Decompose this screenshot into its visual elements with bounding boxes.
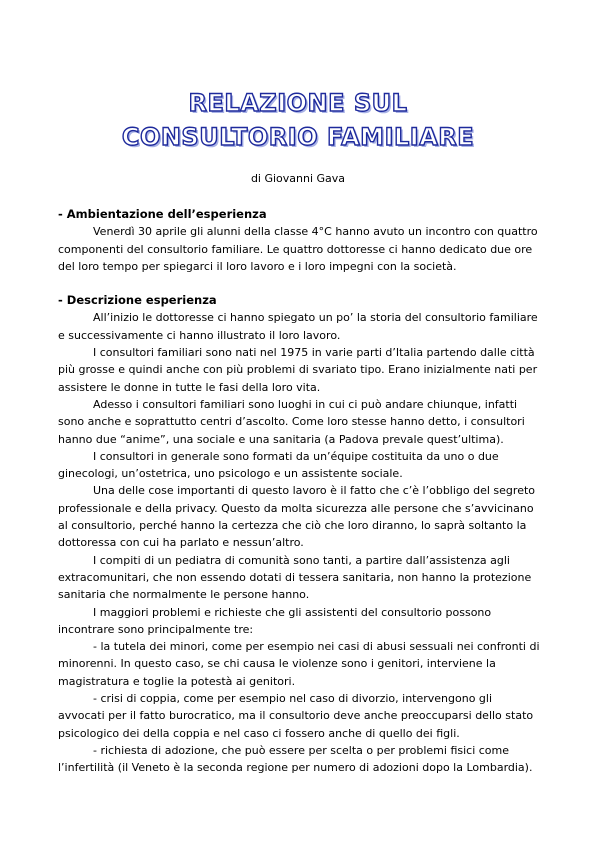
paragraph: Venerdì 30 aprile gli alunni della classe 4°C hanno avuto un incontro con quattro componenti del consultorio familiare. Le quattro dottoresse ci hanno dedicato due ore del loro tempo per spiegarci il loro lavoro e i loro impegni con la società. [58, 225, 538, 273]
paragraph: I compiti di un pediatra di comunità sono tanti, a partire dall’assistenza agli extracomunitari, che non essendo dotati di tessera sanitaria, non hanno la protezione sanitaria che normalmente le persone hanno. [58, 553, 532, 602]
list-item-tutela-minori: - la tutela dei minori, come per esempio nei casi di abusi sessuali nei confronti di minorenni. In questo caso, se chi causa le violenze sono i genitori, interviene la magistratura e toglie la potestà ai genitori. [58, 640, 540, 688]
list-item-adozione: - richiesta di adozione, che può essere per scelta o per problemi fisici come l’infertilità (il Veneto è la seconda regione per numero di adozioni dopo la Lombardia). [58, 743, 533, 775]
title-line-2: CONSULTORIO FAMILIARE [121, 123, 475, 151]
paragraph: All’inizio le dottoresse ci hanno spiegato un po’ la storia del consultorio familiare e successivamente ci hanno illustrato il loro lavoro. [58, 311, 538, 342]
section-spacer [58, 275, 540, 292]
paragraph: Adesso i consultori familiari sono luoghi in cui ci può andare chiunque, infatti sono anche e soprattutto centri d’ascolto. Come loro stesse hanno detto, i consultori hanno due “anime”, una sociale e una sanitaria (a Padova prevale quest’ultima). [58, 397, 525, 446]
section-heading-descrizione: - Descrizione esperienza [58, 293, 217, 308]
title-line-1: RELAZIONE SUL [188, 89, 408, 117]
document-body [58, 206, 540, 777]
document-title [0, 86, 596, 154]
author-byline: di Giovanni Gava [250, 172, 346, 185]
paragraph: I consultori in generale sono formati da un’équipe costituita da uno o due ginecologi, un’ostetrica, uno psicologo e un assistente sociale. [58, 449, 499, 481]
section-heading-ambientazione: - Ambientazione dell’esperienza [58, 207, 267, 221]
paragraph: I consultori familiari sono nati nel 1975 in varie parti d’Italia partendo dalle città più grosse e quindi anche con più problemi di svariato tipo. Erano inizialmente nati per assistere le donne in tutte le fasi della loro vita. [58, 346, 538, 394]
paragraph: Una delle cose importanti di questo lavoro è il fatto che c’è l’obbligo del segreto professionale e della privacy. Questo da molta sicurezza alle persone che s’avvicinano al consultorio, perché hanno la certezza che ciò che loro diranno, lo saprà soltanto la dottoressa con cui ha parlato e nessun’altro. [58, 484, 536, 550]
list-item-crisi-coppia: - crisi di coppia, come per esempio nel caso di divorzio, intervengono gli avvocati per il fatto burocratico, ma il consultorio deve anche preoccuparsi dello stato psicologico dei della coppia e nel caso ci fossero anche di quello dei figli. [58, 692, 534, 740]
paragraph: I maggiori problemi e richieste che gli assistenti del consultorio possono incontrare sono principalmente tre: [58, 605, 492, 636]
